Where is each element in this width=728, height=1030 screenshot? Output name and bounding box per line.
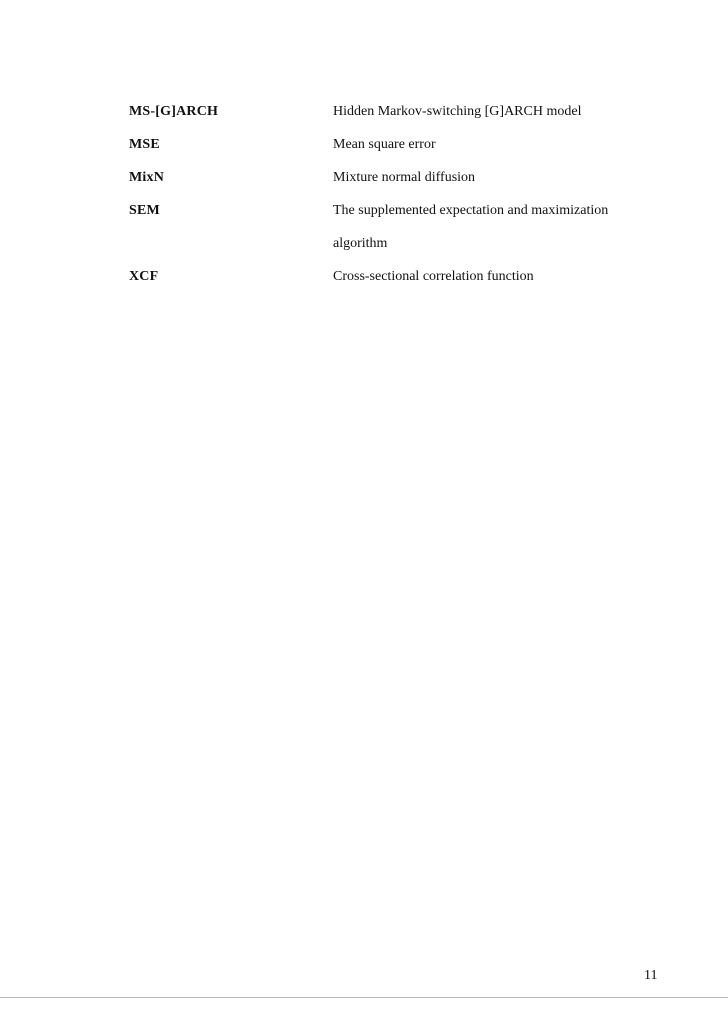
abbreviation-term: SEM: [129, 203, 160, 218]
abbreviation-definition: Hidden Markov-switching [G]ARCH model: [333, 104, 582, 119]
abbreviation-row: [129, 236, 689, 269]
abbreviation-row: [129, 104, 689, 137]
abbreviation-definition: Mean square error: [333, 137, 436, 152]
abbreviation-term: MSE: [129, 137, 160, 152]
abbreviation-row: [129, 269, 689, 302]
abbreviation-definition: Cross-sectional correlation function: [333, 269, 534, 284]
bottom-rule: [0, 997, 728, 998]
abbreviation-term: MixN: [129, 170, 165, 185]
abbreviation-term: XCF: [129, 269, 159, 284]
abbreviation-row: [129, 203, 689, 236]
abbreviation-definition: The supplemented expectation and maximization: [333, 203, 609, 218]
abbreviation-definition: algorithm: [333, 236, 388, 251]
page-number: 11: [644, 968, 658, 983]
abbreviation-row: [129, 137, 689, 170]
abbreviation-definition: Mixture normal diffusion: [333, 170, 476, 185]
abbreviation-term: MS-[G]ARCH: [129, 104, 219, 119]
abbreviation-list: [129, 104, 689, 302]
abbreviation-row: [129, 170, 689, 203]
